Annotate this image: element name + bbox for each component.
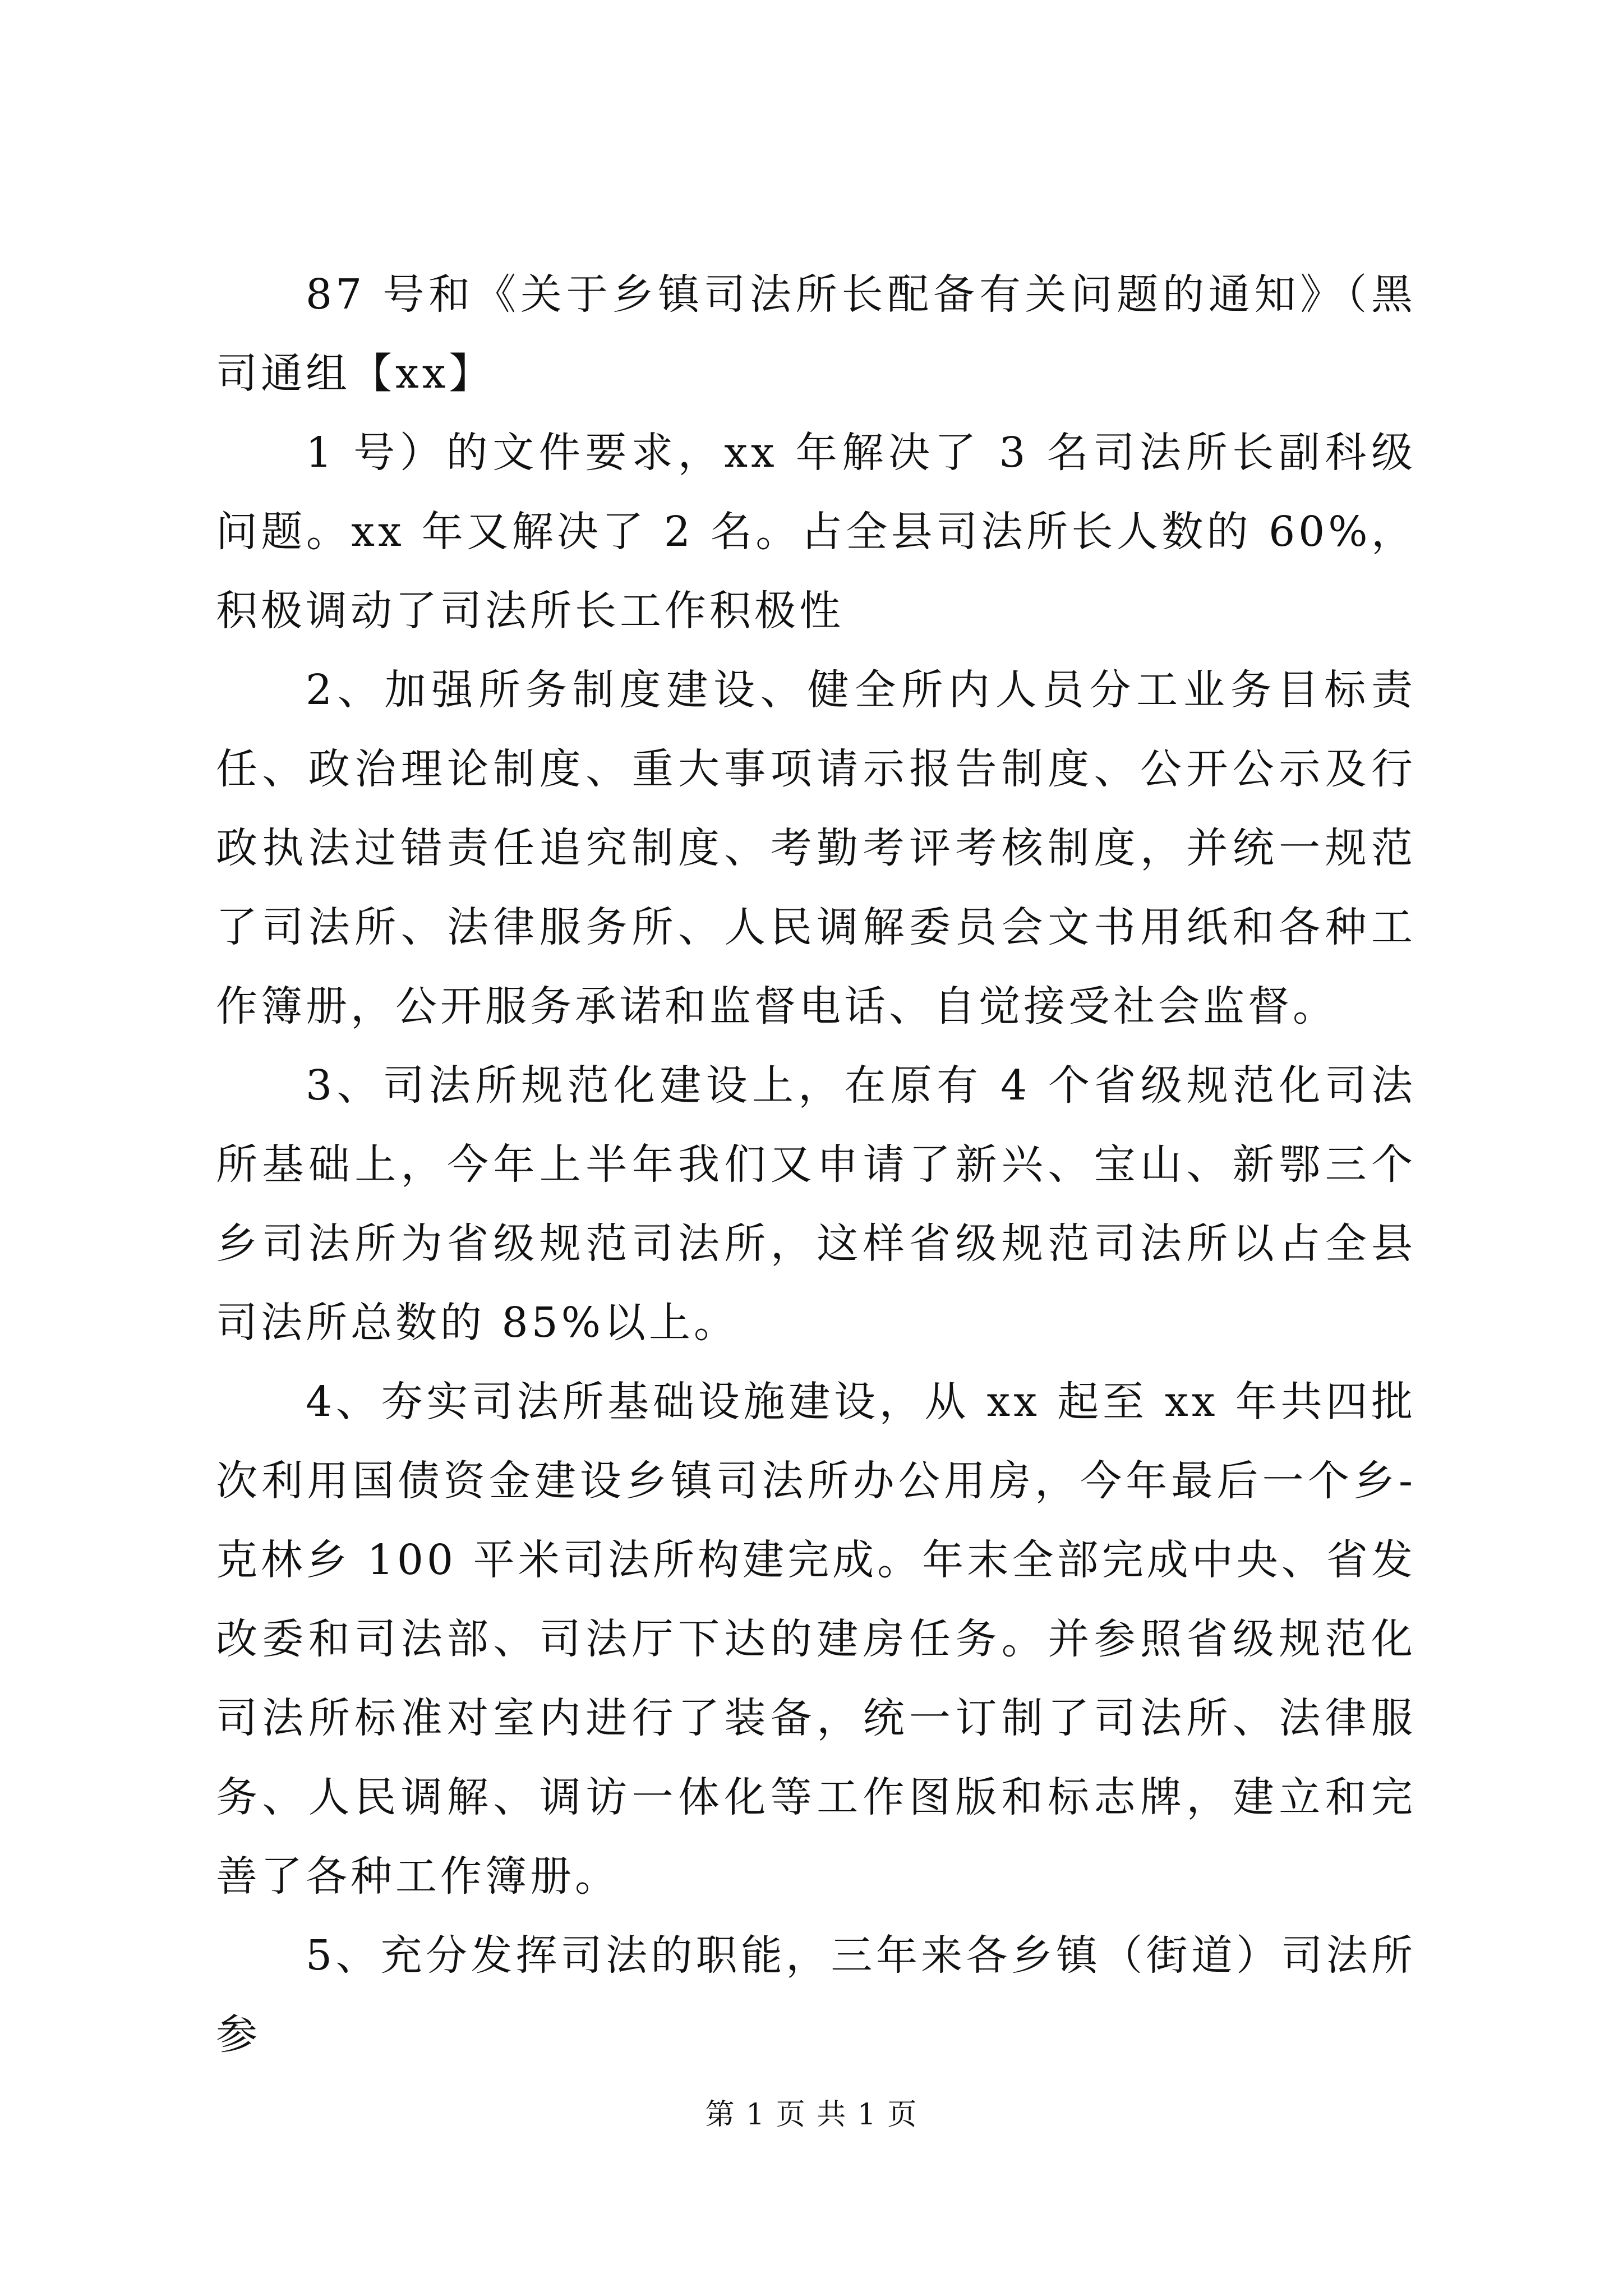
page-footer: 第 1 页 共 1 页 [705,2098,918,2132]
paragraph-4: 3、司法所规范化建设上，在原有 4 个省级规范化司法所基础上，今年上半年我们又申请了新兴、宝山、新鄂三个乡司法所为省级规范司法所，这样省级规范司法所以占全县司法所总数的 85%以上。 [216,1061,1416,1347]
paragraph-6: 5、充分发挥司法的职能，三年来各乡镇（街道）司法所参 [216,1931,1416,2059]
document-body [216,255,1416,2074]
paragraph-3: 2、加强所务制度建设、健全所内人员分工业务目标责任、政治理论制度、重大事项请示报告制度、公开公示及行政执法过错责任追究制度、考勤考评考核制度，并统一规范了司法所、法律服务所、人民调解委员会文书用纸和各种工作簿册，公开服务承诺和监督电话、自觉接受社会监督。 [216,666,1416,1030]
paragraph-5: 4、夯实司法所基础设施建设，从 xx 起至 xx 年共四批次利用国债资金建设乡镇司法所办公用房，今年最后一个乡-克林乡 100 平米司法所构建完成。年末全部完成中央、省发改委和司法部、司法厅下达的建房任务。并参照省级规范化司法所标准对室内进行了装备，统一订制了司法所、法律服务、人民调解、调访一体化等工作图版和标志牌，建立和完善了各种工作簿册。 [216,1378,1416,1901]
paragraph-2: 1 号）的文件要求，xx 年解决了 3 名司法所长副科级问题。xx 年又解决了 2 名。占全县司法所长人数的 60%，积极调动了司法所长工作积极性 [216,429,1416,635]
paragraph-1: 87 号和《关于乡镇司法所长配备有关问题的通知》（黑司通组【xx】 [216,270,1416,398]
